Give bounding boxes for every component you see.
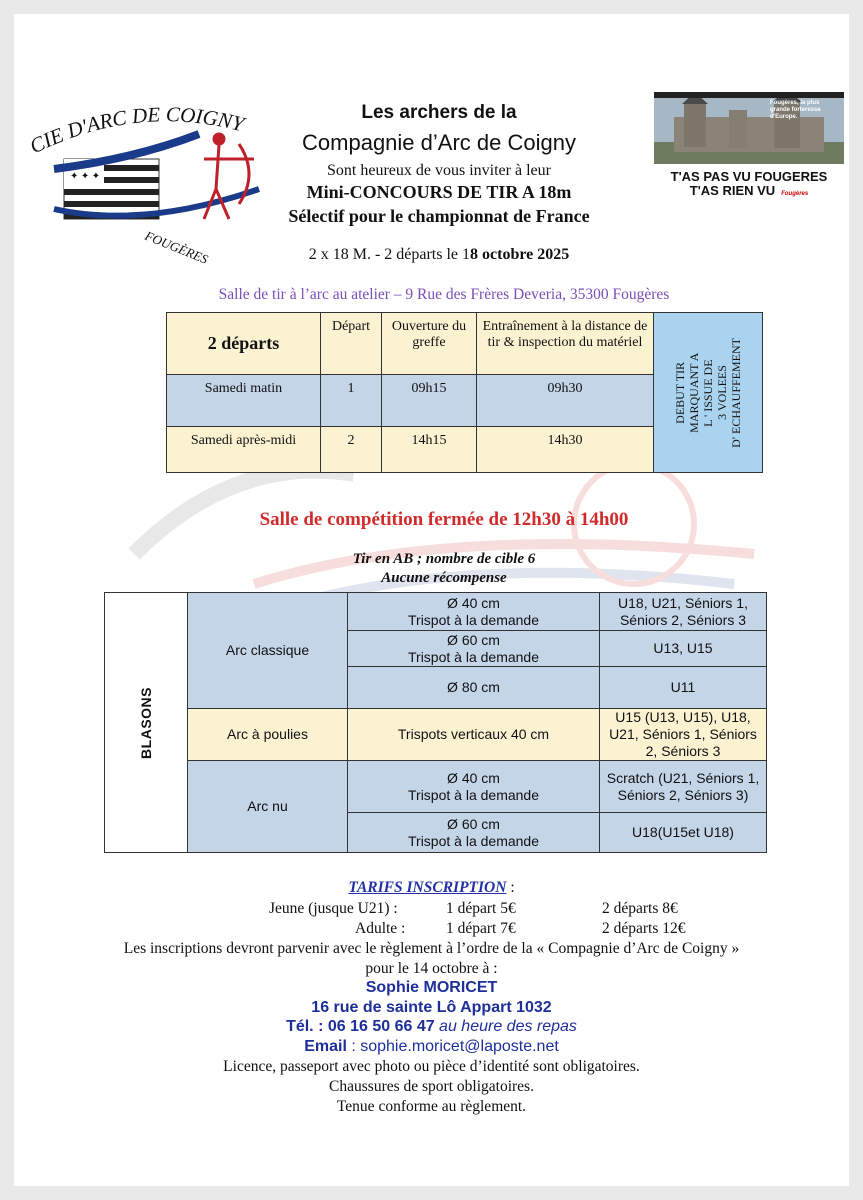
- svg-text:✦ ✦ ✦: ✦ ✦ ✦: [70, 171, 101, 182]
- blason-size: Trispots verticaux 40 cm: [348, 709, 600, 761]
- contact-address: 16 rue de sainte Lô Appart 1032: [311, 999, 552, 1016]
- row-greffe: 09h15: [382, 375, 477, 427]
- arc-classique-label: Arc classique: [188, 593, 348, 709]
- header-entrainement: Entraînement à la distance de tir & inspection du matériel: [477, 313, 654, 375]
- header-line3: Sont heureux de vous inviter à leur: [327, 162, 551, 179]
- inscription-text: Les inscriptions devront parvenir avec le règlement à l’ordre de la « Compagnie d’Arc de Coigny »: [123, 940, 740, 957]
- tarifs-heading: [14, 879, 849, 897]
- castle-caption: Fougères, la plus grande forteresse d'Europe.: [770, 100, 821, 120]
- side-note-cell: [654, 313, 763, 473]
- schedule-title: 2 départs: [167, 313, 321, 375]
- row-entrainement: 14h30: [477, 427, 654, 473]
- date-text: pour le 14 octobre à :: [365, 960, 498, 977]
- slogan-line2: T'AS RIEN VU: [689, 183, 776, 198]
- blasons-title: BLASONS: [137, 686, 154, 759]
- blason-category: U18(U15et U18): [600, 813, 767, 853]
- jeune-price-2: 2 départs 8€: [602, 900, 678, 917]
- blason-size: Ø 60 cm Trispot à la demande: [348, 813, 600, 853]
- phone-note: au heure des repas: [434, 1018, 577, 1035]
- slogan-line1: T'AS PAS VU FOUGERES: [670, 169, 828, 184]
- side-note: DEBUT TIR MARQUANT A L ' ISSUE DE 3 VOLEES D' ECHAUFFEMENT: [673, 337, 743, 448]
- tir-notice: Tir en AB ; nombre de cible 6: [352, 551, 536, 567]
- blasons-title-cell: [105, 593, 188, 853]
- tarifs-title: TARIFS INSCRIPTION: [348, 879, 507, 896]
- castle-photo: [654, 92, 844, 164]
- arc-nu-label: Arc nu: [188, 761, 348, 853]
- blason-category: U11: [600, 667, 767, 709]
- header-line6: [254, 246, 624, 264]
- contact-name: Sophie MORICET: [365, 979, 498, 996]
- blason-category: U18, U21, Séniors 1, Séniors 2, Séniors 3: [600, 593, 767, 631]
- adulte-price-1: 1 départ 7€: [446, 920, 516, 937]
- slogan-brand: Fougères: [781, 191, 809, 197]
- header-line5: Sélectif pour le championnat de France: [288, 206, 590, 226]
- row-entrainement: 09h30: [477, 375, 654, 427]
- phone-number: Tél. : 06 16 50 66 47: [286, 1018, 435, 1035]
- jeune-label: Jeune (jusque U21) :: [269, 900, 398, 917]
- contact-email: [14, 1038, 849, 1056]
- row-depart: 1: [321, 375, 382, 427]
- adulte-price-2: 2 départs 12€: [602, 920, 686, 937]
- row-label: Samedi après-midi: [167, 427, 321, 473]
- header-greffe: Ouverture du greffe: [382, 313, 477, 375]
- blason-size: Ø 60 cm Trispot à la demande: [348, 631, 600, 667]
- logo-arc-text: CIE D'ARC DE COIGNY: [25, 102, 247, 159]
- venue-address: Salle de tir à l’arc au atelier – 9 Rue des Frères Deveria, 35300 Fougères: [218, 286, 670, 303]
- logo-sub-text: FOUGÈRES: [142, 227, 211, 267]
- email-label: Email: [304, 1038, 347, 1055]
- flyer-page: [14, 14, 849, 1186]
- promo-slogan: [654, 170, 844, 201]
- header-line6-prefix: 2 x 18 M. - 2 départs le 1: [308, 246, 471, 263]
- row-greffe: 14h15: [382, 427, 477, 473]
- jeune-price-1: 1 départ 5€: [446, 900, 516, 917]
- blasons-table: [104, 592, 767, 853]
- row-depart: 2: [321, 427, 382, 473]
- email-value[interactable]: : sophie.moricet@laposte.net: [346, 1038, 559, 1055]
- header-line2: Compagnie d’Arc de Coigny: [302, 130, 576, 155]
- blason-category: U15 (U13, U15), U18, U21, Séniors 1, Séniors 2, Séniors 3: [600, 709, 767, 761]
- blason-category: U13, U15: [600, 631, 767, 667]
- blason-category: Scratch (U21, Séniors 1, Séniors 2, Séniors 3): [600, 761, 767, 813]
- arc-poulies-label: Arc à poulies: [188, 709, 348, 761]
- header-depart: Départ: [321, 313, 382, 375]
- contact-phone: [14, 1018, 849, 1036]
- club-logo: [24, 99, 284, 279]
- fougeres-promo: [654, 92, 844, 204]
- blason-size: Ø 40 cm Trispot à la demande: [348, 593, 600, 631]
- header-line6-date: 8 octobre 2025: [470, 246, 570, 263]
- tarifs-colon: :: [506, 879, 515, 896]
- adulte-label: Adulte :: [355, 920, 406, 937]
- header-line4: Mini-CONCOURS DE TIR A 18m: [306, 182, 572, 202]
- recompense-notice: Aucune récompense: [381, 570, 507, 586]
- schedule-table: [166, 312, 763, 473]
- blason-size: Ø 40 cm Trispot à la demande: [348, 761, 600, 813]
- closed-notice: Salle de compétition fermée de 12h30 à 14h00: [259, 509, 629, 530]
- note-shoes: Chaussures de sport obligatoires.: [329, 1078, 534, 1095]
- note-tenue: Tenue conforme au règlement.: [336, 1098, 527, 1115]
- row-label: Samedi matin: [167, 375, 321, 427]
- blason-size: Ø 80 cm: [348, 667, 600, 709]
- header-line1: Les archers de la: [361, 102, 517, 123]
- note-licence: Licence, passeport avec photo ou pièce d’identité sont obligatoires.: [223, 1058, 640, 1075]
